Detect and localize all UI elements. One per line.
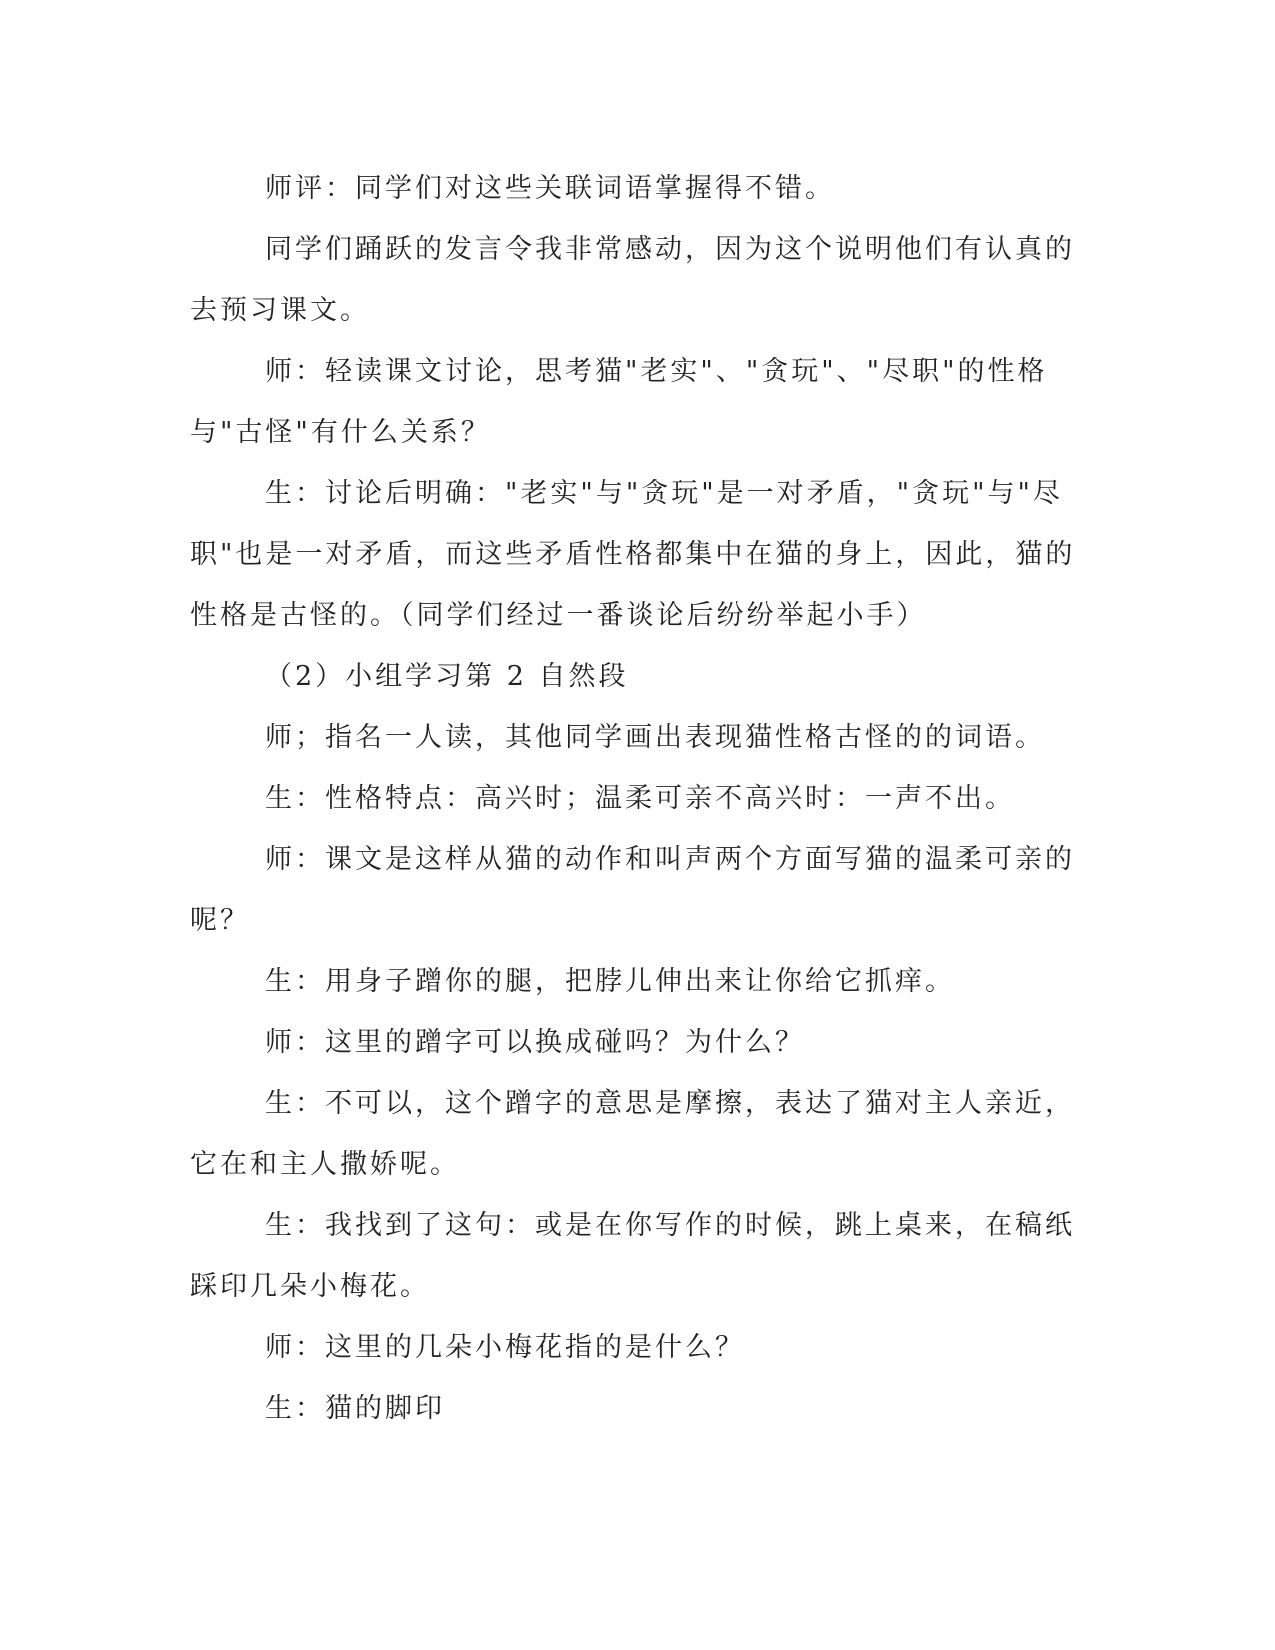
paragraph-teacher-question-3: 师：这里的蹭字可以换成碰吗？为什么？ (265, 1027, 805, 1058)
paragraph-student-answer-4: 生：我找到了这句：或是在你写作的时候，跳上桌来，在稿纸踩印几朵小梅花。 (190, 1210, 1075, 1302)
paragraph-teacher-question-4: 师：这里的几朵小梅花指的是什么？ (265, 1332, 745, 1363)
paragraph-teacher-instruction: 师；指名一人读，其他同学画出表现猫性格古怪的的词语。 (265, 722, 1045, 753)
paragraph-section-heading: （2）小组学习第 2 自然段 (265, 661, 629, 692)
paragraph-student-answer-3: 生：不可以，这个蹭字的意思是摩擦，表达了猫对主人亲近，它在和主人撒娇呢。 (190, 1088, 1075, 1180)
paragraph-teacher-question: 师：轻读课文讨论，思考猫"老实"、"贪玩"、"尽职"的性格与"古怪"有什么关系？ (190, 356, 1048, 448)
paragraph-student-answer-2: 生：用身子蹭你的腿，把脖儿伸出来让你给它抓痒。 (265, 966, 955, 997)
paragraph-class-praise: 同学们踊跃的发言令我非常感动，因为这个说明他们有认真的去预习课文。 (190, 234, 1075, 326)
paragraph-student-answer-5: 生：猫的脚印 (265, 1393, 445, 1424)
paragraph-teacher-comment: 师评：同学们对这些关联词语掌握得不错。 (265, 173, 835, 204)
paragraph-student-traits: 生：性格特点：高兴时；温柔可亲不高兴时：一声不出。 (265, 783, 1015, 814)
paragraph-teacher-question-2: 师：课文是这样从猫的动作和叫声两个方面写猫的温柔可亲的呢？ (190, 844, 1075, 936)
document-body (190, 158, 1080, 1439)
paragraph-student-answer: 生：讨论后明确："老实"与"贪玩"是一对矛盾，"贪玩"与"尽职"也是一对矛盾，而这些矛盾性格都集中在猫的身上，因此，猫的性格是古怪的。（同学们经过一番谈论后纷纷举起小手） (190, 478, 1076, 631)
